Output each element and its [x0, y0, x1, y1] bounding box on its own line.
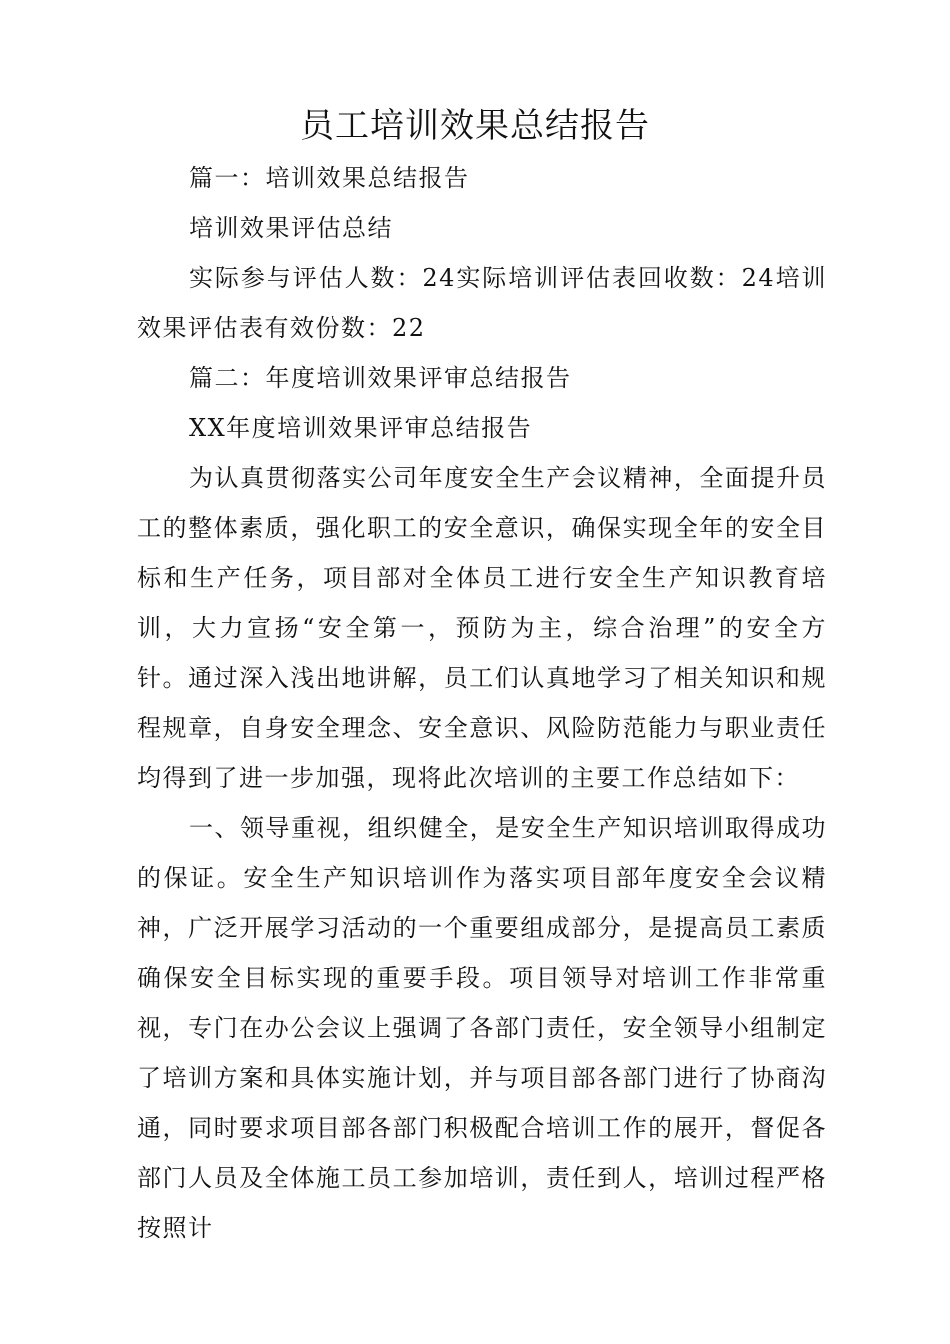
subheading-1: 培训效果评估总结: [189, 214, 393, 242]
intro-paragraph: 为认真贯彻落实公司年度安全生产会议精神，全面提升员工的整体素质，强化职工的安全意识，确保实现全年的安全目标和生产任务，项目部对全体员工进行安全生产知识教育培训，大力宣扬“安全第一，预防为主，综合治理”的安全方针。通过深入浅出地讲解，员工们认真地学习了相关知识和规程规章，自身安全理念、安全意识、风险防范能力与职业责任均得到了进一步加强，现将此次培训的主要工作总结如下：: [137, 464, 827, 792]
point-one-paragraph: 一、领导重视，组织健全，是安全生产知识培训取得成功的保证。安全生产知识培训作为落实项目部年度安全会议精神，广泛开展学习活动的一个重要组成部分，是提高员工素质确保安全目标实现的重要手段。项目领导对培训工作非常重视，专门在办公会议上强调了各部门责任，安全领导小组制定了培训方案和具体实施计划，并与项目部各部门进行了协商沟通，同时要求项目部各部门积极配合培训工作的展开，督促各部门人员及全体施工员工参加培训，责任到人，培训过程严格按照计: [137, 814, 827, 1242]
document-title: 员工培训效果总结报告: [300, 106, 650, 146]
document-body: [137, 153, 827, 1253]
subheading-2: XX年度培训效果评审总结报告: [189, 414, 533, 442]
evaluation-stats-paragraph: 实际参与评估人数：24实际培训评估表回收数：24培训效果评估表有效份数：22: [137, 264, 827, 342]
section-heading-2: 篇二：年度培训效果评审总结报告: [189, 364, 572, 392]
section-heading-1: 篇一：培训效果总结报告: [189, 164, 470, 192]
